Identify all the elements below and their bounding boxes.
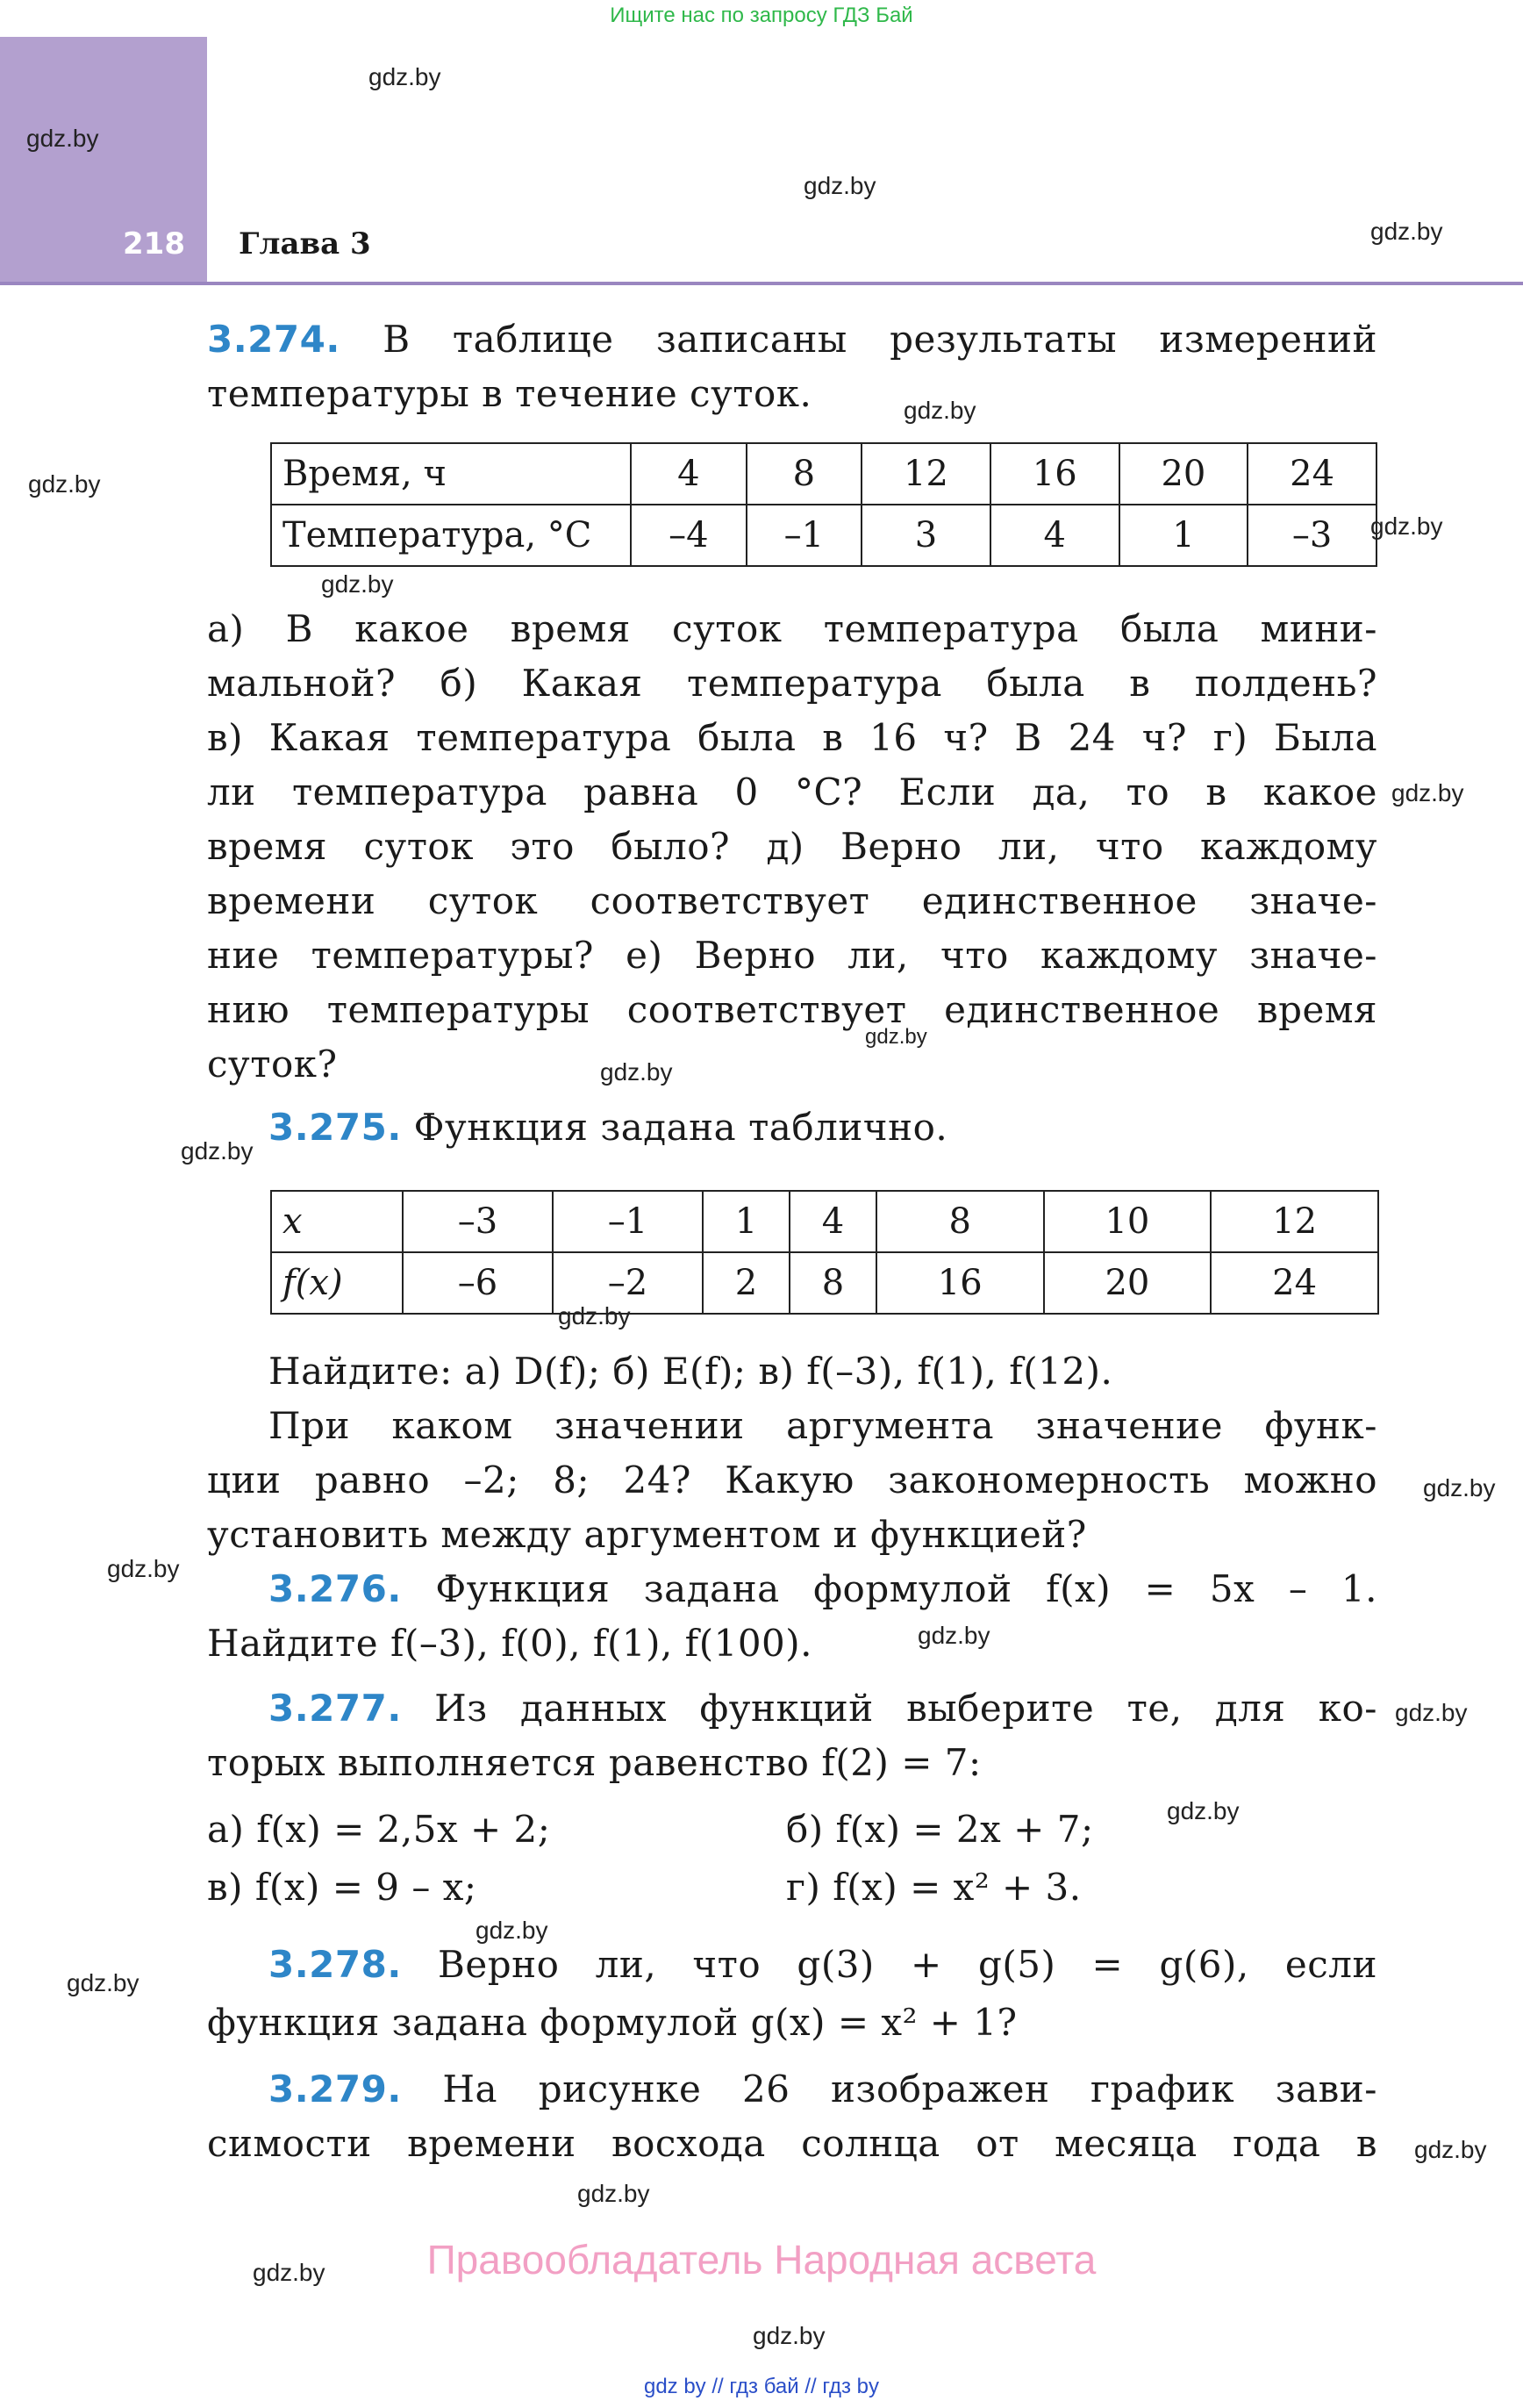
watermark: gdz.by xyxy=(321,570,394,598)
watermark: gdz.by xyxy=(1391,779,1464,806)
text-line: времени суток соответствует единственное значе- xyxy=(207,879,1377,922)
watermark: gdz.by xyxy=(368,63,441,90)
problem-3-278: 3.278. Верно ли, что g(3) + g(5) = g(6), если xyxy=(268,1943,1377,1986)
watermark: gdz.by xyxy=(28,470,101,498)
option-g: г) f(x) = x² + 3. xyxy=(786,1866,1082,1909)
text-line: При каком значении аргумента значение функ- xyxy=(268,1404,1377,1447)
copyright-notice: Правообладатель Народная асвета xyxy=(426,2237,1097,2283)
text-line: суток? xyxy=(207,1043,338,1086)
watermark: gdz.by xyxy=(181,1137,254,1165)
watermark: gdz.by xyxy=(1167,1797,1240,1824)
text-line: ции равно –2; 8; 24? Какую закономерность можно xyxy=(207,1458,1377,1501)
option-v: в) f(x) = 9 – x; xyxy=(207,1866,477,1909)
text-line: торых выполняется равенство f(2) = 7: xyxy=(207,1741,982,1784)
table-row: Температура, °C –4 –1 3 4 1 –3 xyxy=(271,505,1376,566)
watermark: gdz.by xyxy=(577,2180,650,2207)
option-b: б) f(x) = 2x + 7; xyxy=(786,1808,1094,1851)
bottom-links[interactable]: gdz by // гдз бай // гдз by xyxy=(643,2375,880,2398)
problem-number: 3.274. xyxy=(207,318,340,361)
page-number: 218 xyxy=(123,226,185,262)
temperature-table xyxy=(270,442,1377,567)
text-line: ли температура равна 0 °C? Если да, то в какое xyxy=(207,770,1377,813)
problem-number: 3.275. xyxy=(268,1106,402,1149)
table-row: Время, ч 4 8 12 16 20 24 xyxy=(271,443,1376,505)
header-rule xyxy=(0,282,1523,285)
table-row: f(x) –6 –2 2 8 16 20 24 xyxy=(271,1252,1378,1314)
top-banner[interactable]: Ищите нас по запросу ГДЗ Бай xyxy=(610,4,913,27)
watermark: gdz.by xyxy=(475,1917,548,1944)
option-a: а) f(x) = 2,5x + 2; xyxy=(207,1808,551,1851)
text-line: симости времени восхода солнца от месяца года в xyxy=(207,2122,1377,2165)
watermark: gdz.by xyxy=(865,1025,927,1049)
watermark: gdz.by xyxy=(26,125,99,152)
problem-number: 3.278. xyxy=(268,1943,402,1986)
text-line: установить между аргументом и функцией? xyxy=(207,1513,1087,1556)
problem-3-276: 3.276. Функция задана формулой f(x) = 5x – 1. xyxy=(268,1567,1377,1610)
watermark: gdz.by xyxy=(1395,1699,1468,1726)
watermark: gdz.by xyxy=(804,172,876,199)
text-line: в) Какая температура была в 16 ч? В 24 ч? г) Была xyxy=(207,716,1377,759)
problem-3-274-intro: 3.274. В таблице записаны результаты измерений xyxy=(207,318,1377,361)
problem-3-274-intro-cont: температуры в течение суток. xyxy=(207,372,812,415)
function-table xyxy=(270,1190,1379,1315)
problem-3-277: 3.277. Из данных функций выберите те, для ко- xyxy=(268,1687,1377,1730)
watermark: gdz.by xyxy=(1370,512,1443,540)
text-line: Найдите f(–3), f(0), f(1), f(100). xyxy=(207,1622,813,1665)
watermark: gdz.by xyxy=(107,1555,180,1582)
chapter-title: Глава 3 xyxy=(239,226,371,262)
problem-3-275-intro: 3.275. Функция задана таблично. xyxy=(268,1106,948,1149)
watermark: gdz.by xyxy=(600,1058,673,1086)
watermark: gdz.by xyxy=(558,1302,631,1329)
watermark: gdz.by xyxy=(1423,1474,1496,1501)
text-line: а) В какое время суток температура была мини- xyxy=(207,607,1377,650)
problem-number: 3.279. xyxy=(268,2068,402,2111)
problem-3-279: 3.279. На рисунке 26 изображен график зави- xyxy=(268,2068,1377,2111)
text-line: функция задана формулой g(x) = x² + 1? xyxy=(207,2001,1018,2044)
text-line: ние температуры? е) Верно ли, что каждому значе- xyxy=(207,934,1377,977)
problem-number: 3.277. xyxy=(268,1687,402,1730)
text-line: мальной? б) Какая температура была в полдень? xyxy=(207,662,1377,705)
text-line: нию температуры соответствует единственное время xyxy=(207,988,1377,1031)
text-line: Найдите: а) D(f); б) E(f); в) f(–3), f(1), f(12). xyxy=(268,1350,1113,1393)
watermark: gdz.by xyxy=(904,397,976,424)
watermark: gdz.by xyxy=(918,1622,990,1649)
watermark: gdz.by xyxy=(1414,2136,1487,2163)
watermark: gdz.by xyxy=(253,2259,325,2286)
text-line: время суток это было? д) Верно ли, что каждому xyxy=(207,825,1377,868)
watermark: gdz.by xyxy=(67,1969,139,1996)
watermark: gdz.by xyxy=(1370,218,1443,245)
problem-number: 3.276. xyxy=(268,1567,402,1610)
table-row: x –3 –1 1 4 8 10 12 xyxy=(271,1191,1378,1252)
watermark: gdz.by xyxy=(753,2322,826,2349)
